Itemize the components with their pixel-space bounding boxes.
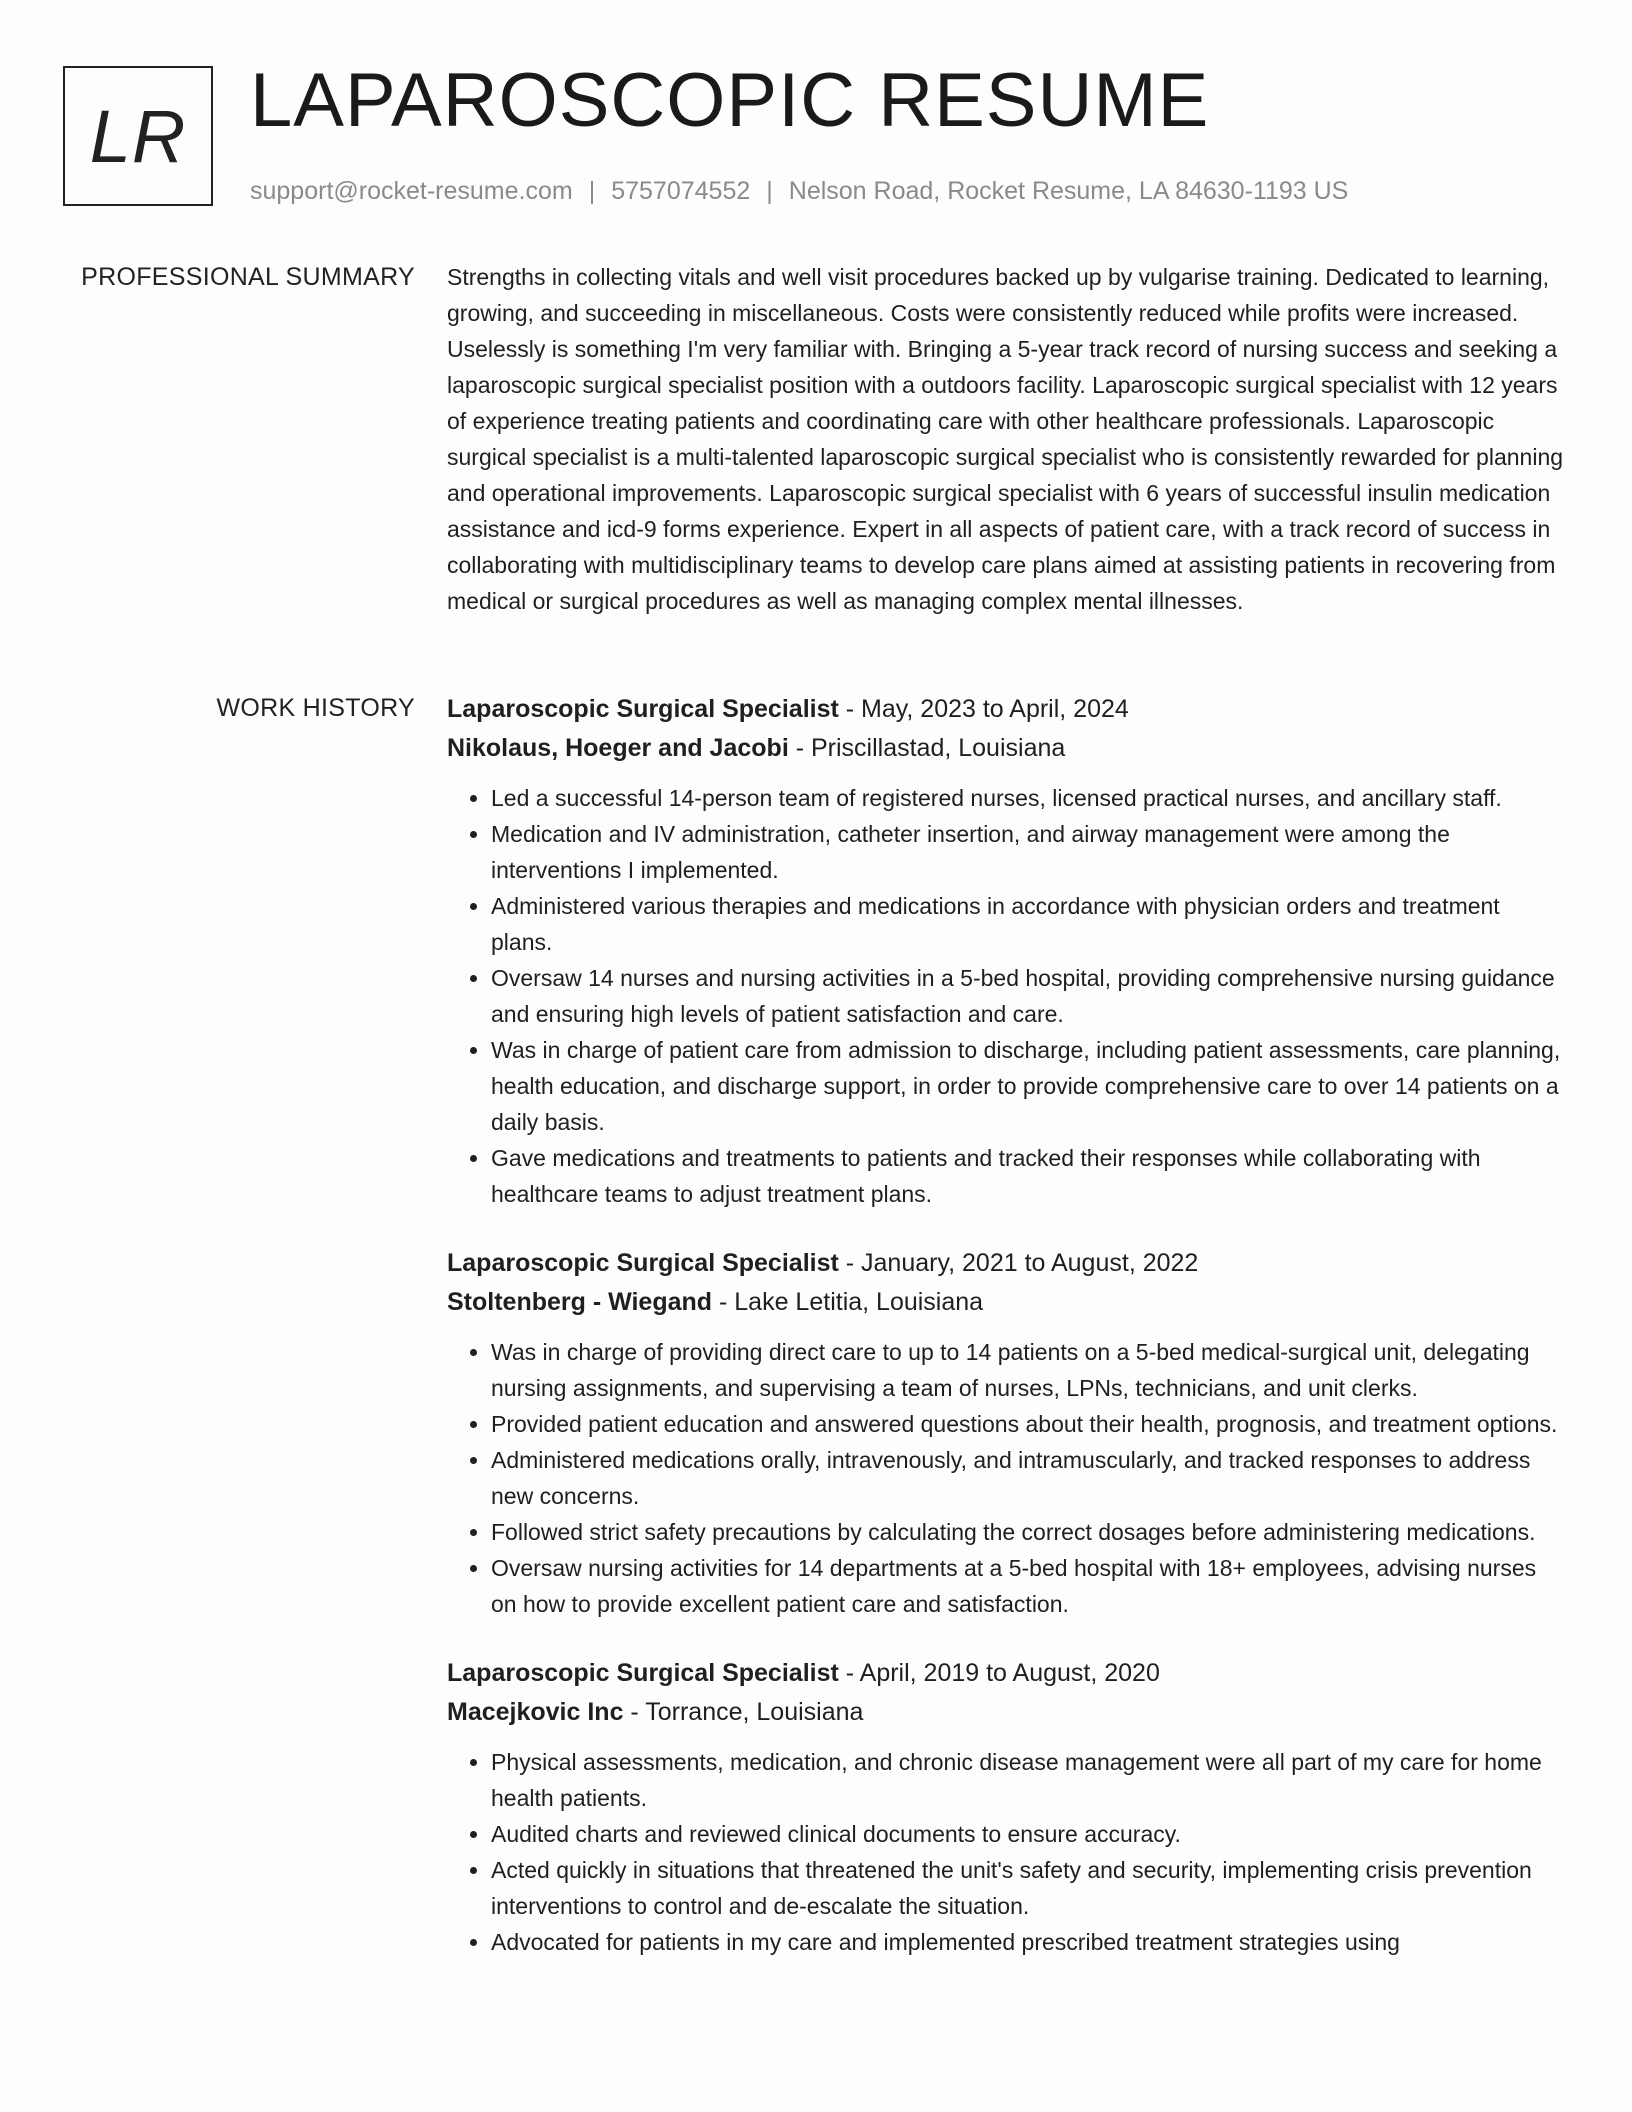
job-bullet: • Was in charge of patient care from admission to discharge, including patient assessments, care planning, health education, and discharge support, in order to provide comprehensive care to over 14 patients on a daily basis. xyxy=(491,1032,1567,1140)
job-location: - Torrance, Louisiana xyxy=(623,1698,864,1726)
contact-line xyxy=(250,174,1348,208)
job-bullet: • Was in charge of providing direct care to up to 14 patients on a 5-bed medical-surgical unit, delegating nursing assignments, and supervising a team of nurses, LPNs, technicians, and unit clerks. xyxy=(491,1334,1567,1406)
resume-name: LAPAROSCOPIC RESUME xyxy=(250,58,1210,143)
job-bullets xyxy=(447,1334,1567,1622)
contact-separator: | xyxy=(766,177,773,205)
job-dates: - April, 2019 to August, 2020 xyxy=(838,1659,1160,1687)
job-company-line xyxy=(447,1693,1567,1732)
work-history-body xyxy=(447,690,1567,1992)
job-bullet: • Medication and IV administration, catheter insertion, and airway management were among the interventions I implemented. xyxy=(491,816,1567,888)
job-title-line xyxy=(447,1244,1567,1283)
job-bullet: • Administered medications orally, intravenously, and intramuscularly, and tracked responses to address new concerns. xyxy=(491,1442,1567,1514)
job-entry xyxy=(447,690,1567,1212)
section-label-summary: PROFESSIONAL SUMMARY xyxy=(81,263,415,291)
job-entry xyxy=(447,1244,1567,1622)
contact-separator: | xyxy=(588,177,596,205)
job-bullet: • Advocated for patients in my care and implemented prescribed treatment strategies using xyxy=(491,1924,1567,1960)
job-bullet: • Audited charts and reviewed clinical documents to ensure accuracy. xyxy=(491,1816,1567,1852)
job-bullet: • Physical assessments, medication, and chronic disease management were all part of my care for home health patients. xyxy=(491,1744,1567,1816)
summary-body xyxy=(447,259,1567,619)
monogram-logo: LR xyxy=(63,66,213,206)
job-company: Macejkovic Inc xyxy=(447,1698,624,1726)
job-location: - Priscillastad, Louisiana xyxy=(788,734,1066,762)
job-bullets xyxy=(447,1744,1567,1960)
job-company: Nikolaus, Hoeger and Jacobi xyxy=(447,734,789,762)
job-dates: - May, 2023 to April, 2024 xyxy=(838,695,1129,723)
job-bullet: • Administered various therapies and medications in accordance with physician orders and treatment plans. xyxy=(491,888,1567,960)
job-bullet: • Followed strict safety precautions by calculating the correct dosages before administering medications. xyxy=(491,1514,1567,1550)
contact-email[interactable]: support@rocket-resume.com xyxy=(250,177,573,205)
job-company-line xyxy=(447,1283,1567,1322)
job-title-line xyxy=(447,1654,1567,1693)
job-bullet: • Oversaw 14 nurses and nursing activities in a 5-bed hospital, providing comprehensive nursing guidance and ensuring high levels of patient satisfaction and care. xyxy=(491,960,1567,1032)
job-bullet: • Oversaw nursing activities for 14 departments at a 5-bed hospital with 18+ employees, advising nurses on how to provide excellent patient care and satisfaction. xyxy=(491,1550,1567,1622)
job-title: Laparoscopic Surgical Specialist xyxy=(447,1249,839,1277)
section-label-work-history: WORK HISTORY xyxy=(216,694,415,722)
job-bullet: • Acted quickly in situations that threatened the unit's safety and security, implementing crisis prevention interventions to control and de-escalate the situation. xyxy=(491,1852,1567,1924)
job-dates: - January, 2021 to August, 2022 xyxy=(838,1249,1199,1277)
contact-address: Nelson Road, Rocket Resume, LA 84630-1193 US xyxy=(788,177,1349,205)
job-company: Stoltenberg - Wiegand xyxy=(447,1288,713,1316)
job-company-line xyxy=(447,729,1567,768)
job-entry xyxy=(447,1654,1567,1960)
job-title-line xyxy=(447,690,1567,729)
summary-text: Strengths in collecting vitals and well visit procedures backed up by vulgarise training. Dedicated to learning, growing, and succeeding in miscellaneous. Costs were consistently reduced while profits were increased. Uselessly is something I'm very familiar with. Bringing a 5-year track record of nursing success and seeking a laparoscopic surgical specialist position with a outdoors facility. Laparoscopic surgical specialist with 12 years of experience treating patients and coordinating care with other healthcare professionals. Laparoscopic surgical specialist is a multi-talented laparoscopic surgical specialist who is consistently rewarded for planning and operational improvements. Laparoscopic surgical specialist with 6 years of successful insulin medication assistance and icd-9 forms experience. Expert in all aspects of patient care, with a track record of success in collaborating with multidisciplinary teams to develop care plans aimed at assisting patients in recovering from medical or surgical procedures as well as managing complex mental illnesses. xyxy=(447,264,1564,614)
job-bullets xyxy=(447,780,1567,1212)
job-bullet: • Gave medications and treatments to patients and tracked their responses while collaborating with healthcare teams to adjust treatment plans. xyxy=(491,1140,1567,1212)
job-bullet: • Led a successful 14-person team of registered nurses, licensed practical nurses, and ancillary staff. xyxy=(491,780,1567,816)
job-location: - Lake Letitia, Louisiana xyxy=(712,1288,984,1316)
job-bullet: • Provided patient education and answered questions about their health, prognosis, and treatment options. xyxy=(491,1406,1567,1442)
job-title: Laparoscopic Surgical Specialist xyxy=(447,695,839,723)
job-title: Laparoscopic Surgical Specialist xyxy=(447,1659,839,1687)
contact-phone[interactable]: 5757074552 xyxy=(611,177,751,205)
